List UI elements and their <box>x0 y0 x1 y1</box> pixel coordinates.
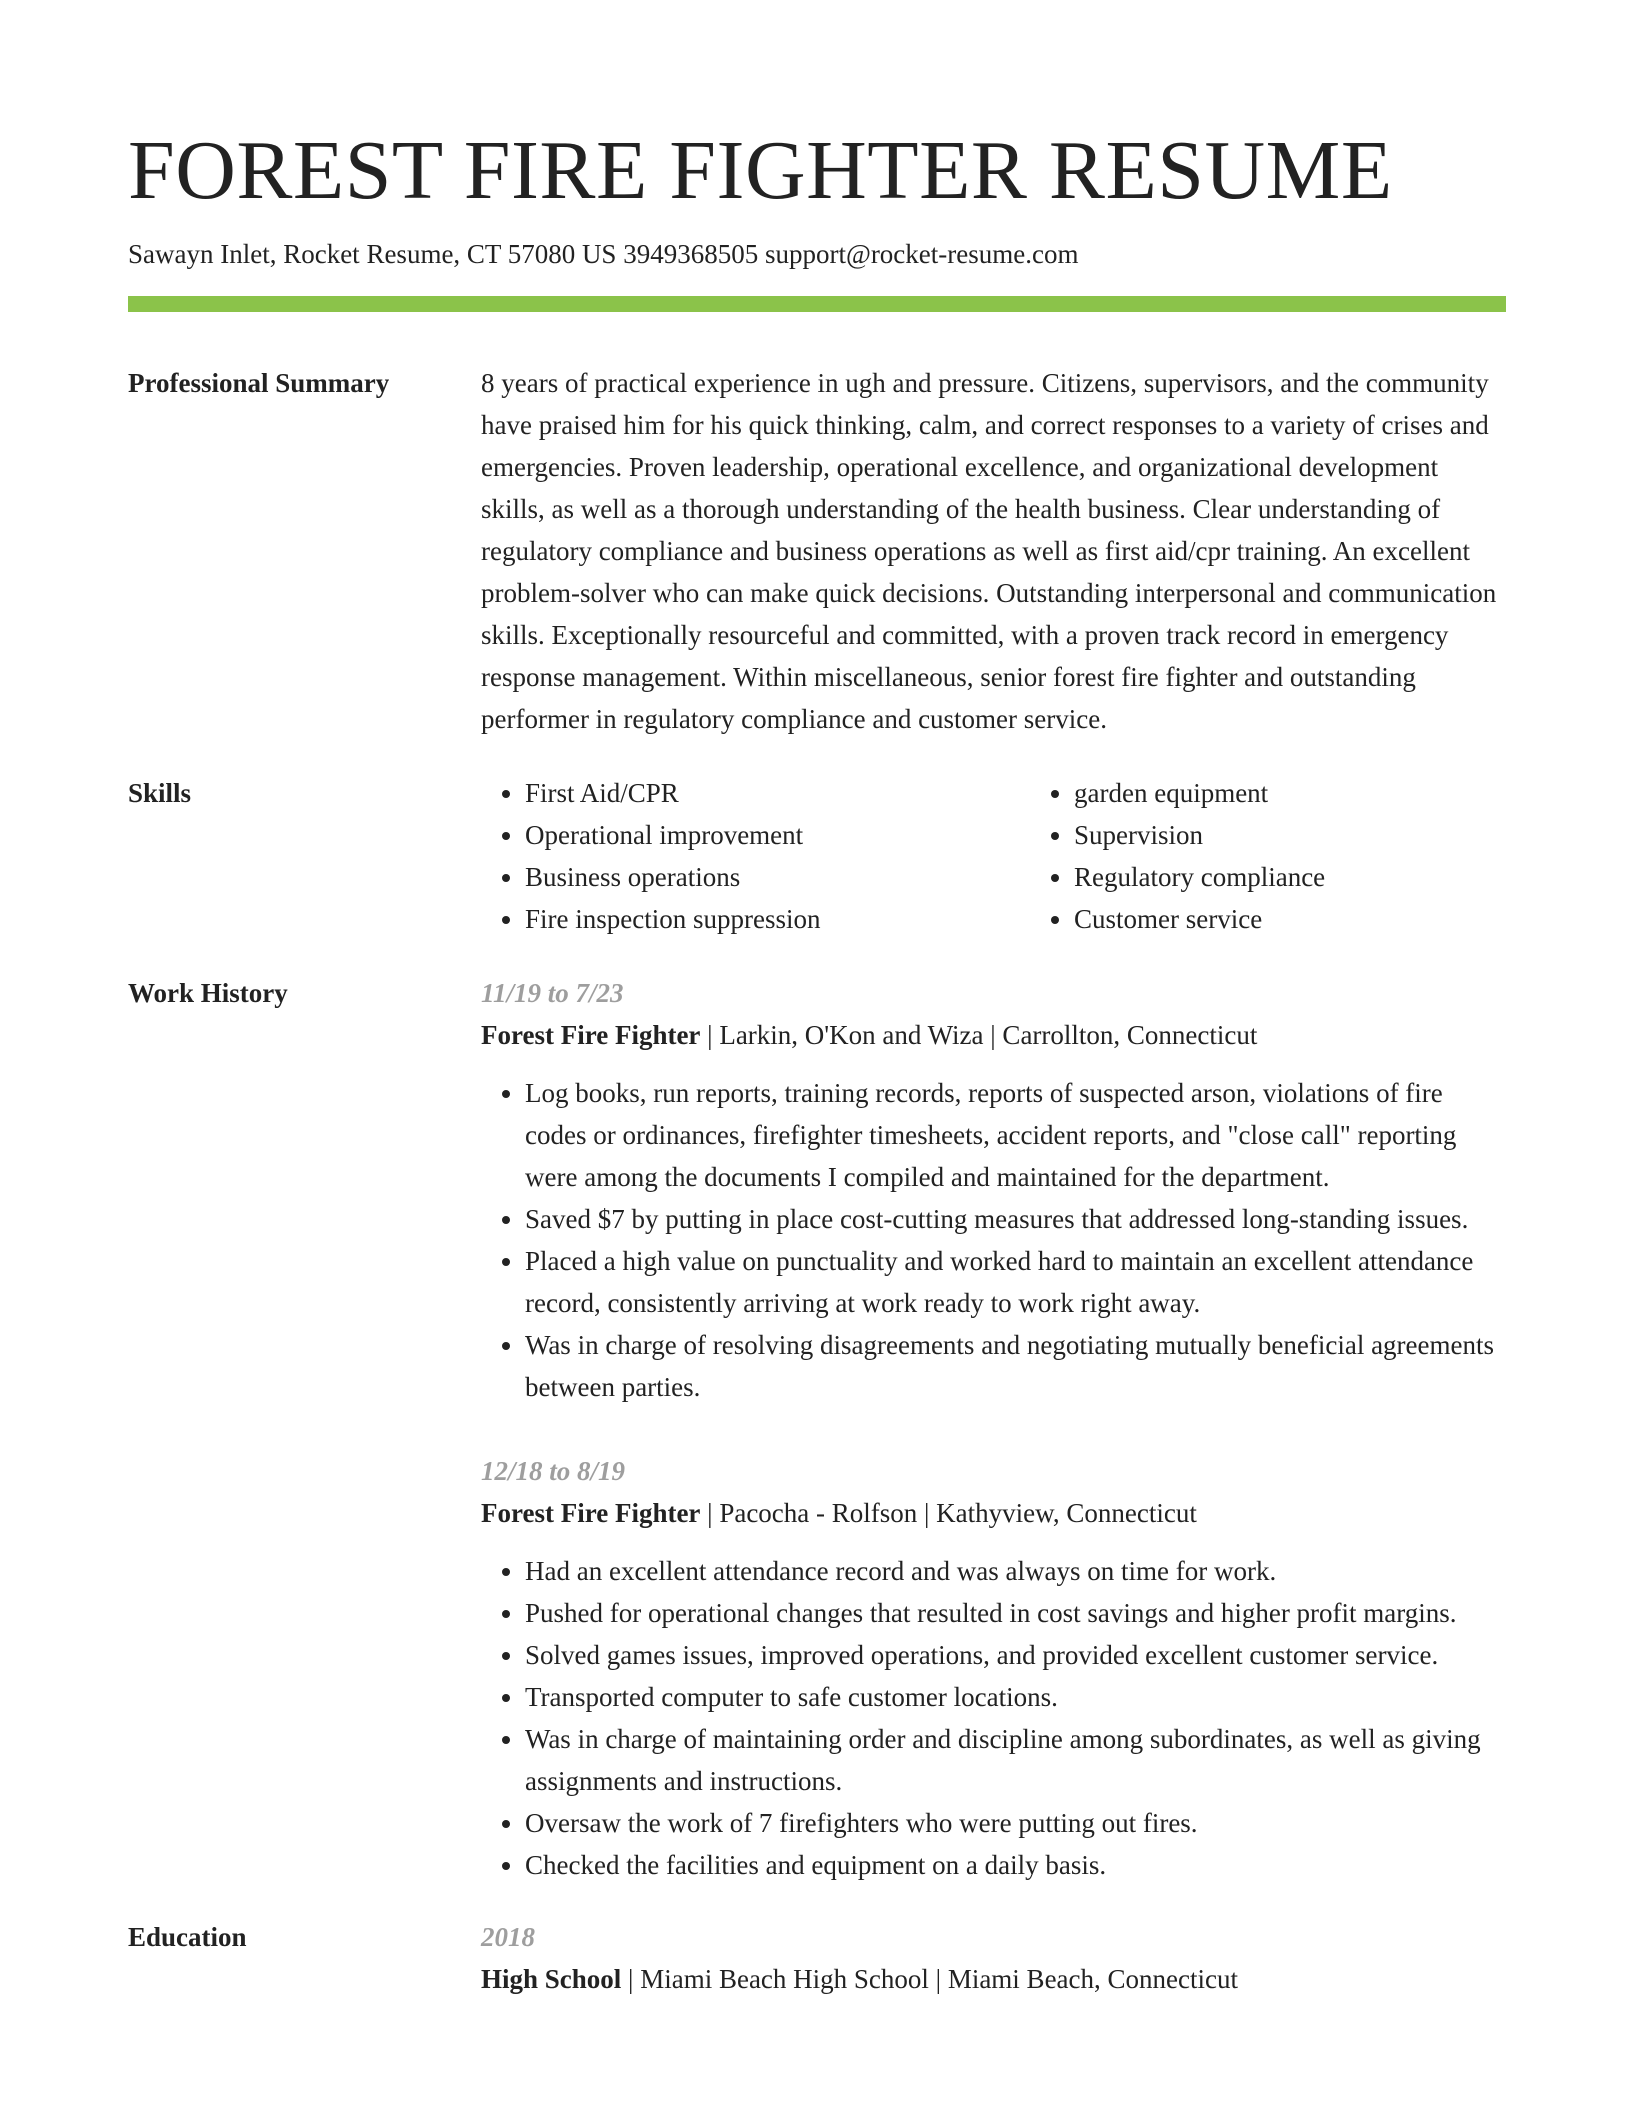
resume-title: FOREST FIRE FIGHTER RESUME <box>128 124 1393 217</box>
education-section <box>128 1916 1506 2000</box>
job-duty: • Solved games issues, improved operations, and provided excellent customer service. <box>525 1634 1506 1676</box>
skills-list-right <box>1030 772 1579 940</box>
job-duty: • Checked the facilities and equipment on a daily basis. <box>525 1844 1506 1886</box>
skills-heading: Skills <box>128 778 192 808</box>
job-duty: • Pushed for operational changes that resulted in cost savings and higher profit margins. <box>525 1592 1506 1634</box>
education-heading: Education <box>128 1922 247 1952</box>
skill-item: • Fire inspection suppression <box>525 898 1030 940</box>
job-heading <box>481 1014 1506 1056</box>
skill-item: • Regulatory compliance <box>1074 856 1579 898</box>
job-duty: • Transported computer to safe customer locations. <box>525 1676 1506 1718</box>
job-duty: • Saved $7 by putting in place cost-cutting measures that addressed long-standing issues. <box>525 1198 1506 1240</box>
skills-body <box>481 772 1579 940</box>
work-history-body <box>481 972 1506 1886</box>
job-dates: 12/18 to 8/19 <box>481 1456 626 1486</box>
summary-heading: Professional Summary <box>128 368 390 398</box>
job-employer-location: | Larkin, O'Kon and Wiza | Carrollton, Connecticut <box>700 1020 1258 1050</box>
job-duties-list <box>481 1550 1506 1886</box>
education-date: 2018 <box>481 1922 535 1952</box>
summary-section <box>128 362 1506 740</box>
skill-item: • Operational improvement <box>525 814 1030 856</box>
job-dates: 11/19 to 7/23 <box>481 978 624 1008</box>
job-duty: • Oversaw the work of 7 firefighters who were putting out fires. <box>525 1802 1506 1844</box>
job-entry <box>481 972 1506 1408</box>
job-duty: • Had an excellent attendance record and was always on time for work. <box>525 1550 1506 1592</box>
job-duty: • Was in charge of maintaining order and discipline among subordinates, as well as giving assignments and instructions. <box>525 1718 1506 1802</box>
education-school-location: | Miami Beach High School | Miami Beach, Connecticut <box>621 1964 1238 1994</box>
job-duty: • Placed a high value on punctuality and worked hard to maintain an excellent attendance record, consistently arriving at work ready to work right away. <box>525 1240 1506 1324</box>
contact-info: Sawayn Inlet, Rocket Resume, CT 57080 US 3949368505 support@rocket-resume.com <box>128 239 1079 269</box>
education-degree: High School <box>481 1964 622 1994</box>
job-employer-location: | Pacocha - Rolfson | Kathyview, Connecticut <box>700 1498 1197 1528</box>
job-duties-list <box>481 1072 1506 1408</box>
skills-section <box>128 772 1506 940</box>
job-duty: • Log books, run reports, training records, reports of suspected arson, violations of fire codes or ordinances, firefighter timesheets, accident reports, and "close call" reporting were among the documents I compiled and maintained for the department. <box>525 1072 1506 1198</box>
skill-item: • Business operations <box>525 856 1030 898</box>
skills-list-left <box>481 772 1030 940</box>
skill-item: • garden equipment <box>1074 772 1579 814</box>
summary-body <box>481 362 1506 740</box>
header-divider <box>128 296 1506 312</box>
work-history-section <box>128 972 1506 1886</box>
skill-item: • Customer service <box>1074 898 1579 940</box>
skill-item: • First Aid/CPR <box>525 772 1030 814</box>
skill-item: • Supervision <box>1074 814 1579 856</box>
work-history-heading: Work History <box>128 978 288 1008</box>
education-heading-line <box>481 1958 1506 2000</box>
education-body <box>481 1916 1506 2000</box>
job-entry <box>481 1450 1506 1886</box>
job-title: Forest Fire Fighter <box>481 1498 701 1528</box>
skills-columns <box>481 772 1579 940</box>
job-duty: • Was in charge of resolving disagreements and negotiating mutually beneficial agreements between parties. <box>525 1324 1506 1408</box>
job-heading <box>481 1492 1506 1534</box>
summary-text: 8 years of practical experience in ugh and pressure. Citizens, supervisors, and the community have praised him for his quick thinking, calm, and correct responses to a variety of crises and emergencies. Proven leadership, operational excellence, and organizational development skills, as well as a thorough understanding of the health business. Clear understanding of regulatory compliance and business operations as well as first aid/cpr training. An excellent problem-solver who can make quick decisions. Outstanding interpersonal and communication skills. Exceptionally resourceful and committed, with a proven track record in emergency response management. Within miscellaneous, senior forest fire fighter and outstanding performer in regulatory compliance and customer service. <box>481 368 1497 734</box>
job-title: Forest Fire Fighter <box>481 1020 701 1050</box>
resume-page <box>128 0 1506 2000</box>
